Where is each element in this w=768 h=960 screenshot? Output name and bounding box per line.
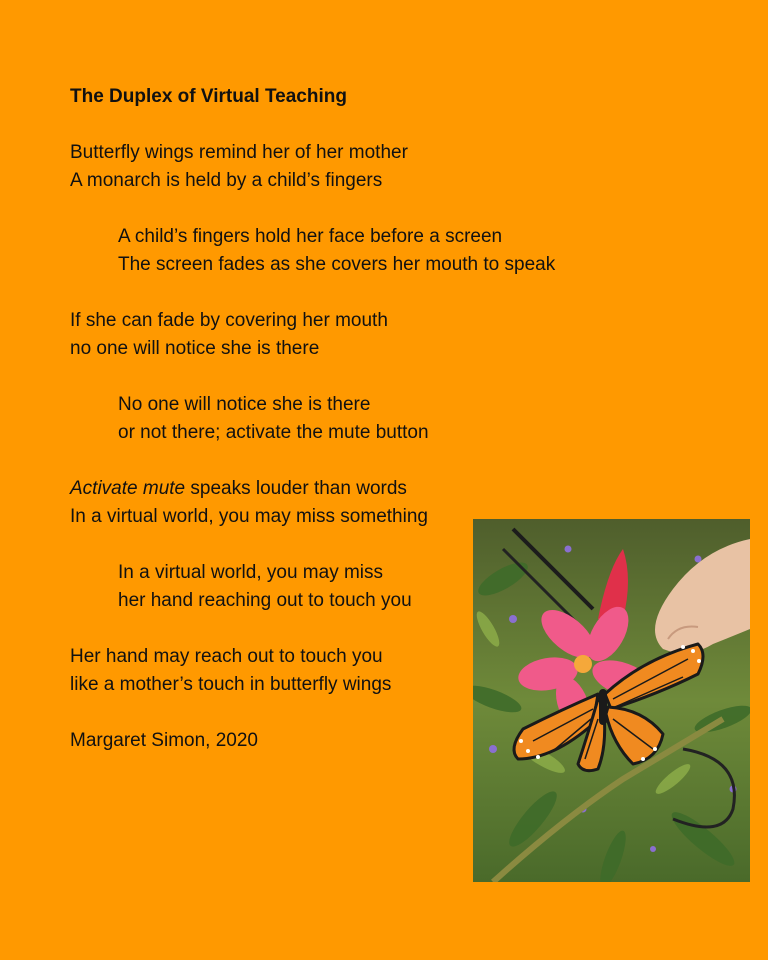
poem-line: Her hand may reach out to touch you <box>70 646 383 667</box>
poem-line: If she can fade by covering her mouth <box>70 310 388 331</box>
poem-emphasis: Activate mute <box>70 478 186 499</box>
poem-line: no one will notice she is there <box>70 338 320 359</box>
poem-line-rest: speaks louder than words <box>185 478 407 499</box>
poem-line: A monarch is held by a child’s fingers <box>70 170 383 191</box>
poem-line: like a mother’s touch in butterfly wings <box>70 674 392 695</box>
poem-line: The screen fades as she covers her mouth to speak <box>118 254 556 275</box>
poem-line: Butterfly wings remind her of her mother <box>70 142 408 163</box>
poem-line: A child’s fingers hold her face before a screen <box>118 226 503 247</box>
monarch-butterfly-photo <box>473 519 750 882</box>
poem-line: or not there; activate the mute button <box>118 422 429 443</box>
poem-line: In a virtual world, you may miss <box>118 562 384 583</box>
author-line: Margaret Simon, 2020 <box>70 730 258 751</box>
poem-line: No one will notice she is there <box>118 394 371 415</box>
poem-title: The Duplex of Virtual Teaching <box>70 86 347 107</box>
poem-line: her hand reaching out to touch you <box>118 590 412 611</box>
poem-line: In a virtual world, you may miss something <box>70 506 428 527</box>
poem-line <box>70 475 407 503</box>
